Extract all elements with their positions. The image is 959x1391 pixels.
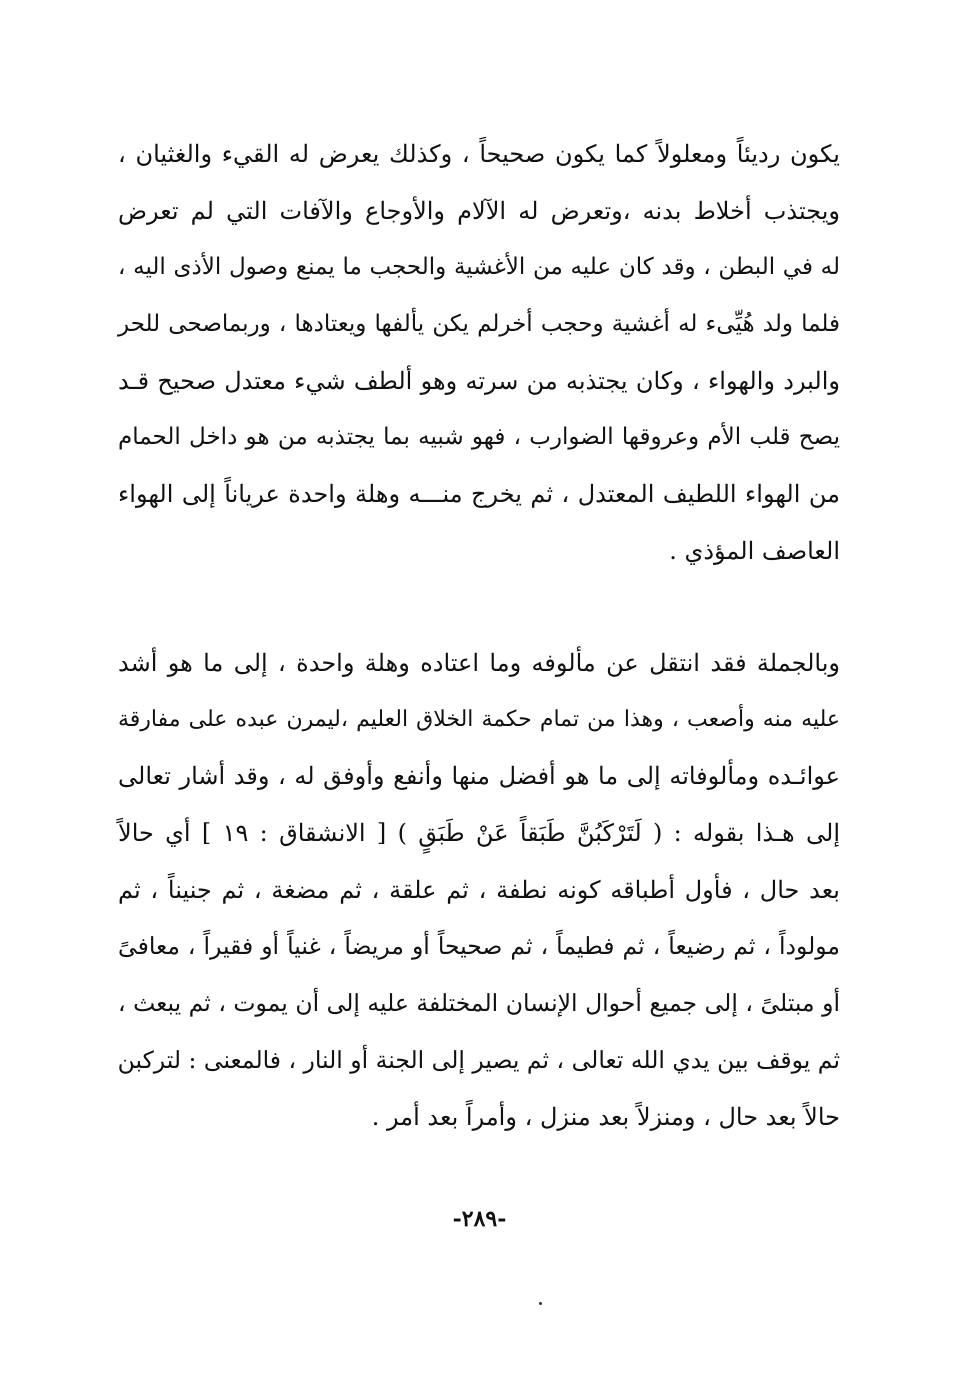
text-line: وبالجملة فقد انتقل عن مألوفه وما اعتاده وهلة واحدة ، إلى ما هو أشد bbox=[118, 649, 841, 677]
paragraph-2 bbox=[118, 635, 840, 1145]
text-line: مولوداً ، ثم رضيعاً ، ثم فطيماً ، ثم صحيحاً أو مريضاً ، غنياً أو فقيراً ، معافىً bbox=[118, 932, 840, 961]
text-line: حالاً بعد حال ، ومنزلاً بعد منزل ، وأمراً بعد أمر . bbox=[371, 1102, 840, 1131]
text-line: فلما ولد هُيِّىء له أغشية وحجب أخرلم يكن يألفها ويعتادها ، وربماصحى للحر bbox=[118, 311, 840, 338]
text-line: له في البطن ، وقد كان عليه من الأغشية والحجب ما يمنع وصول الأذى اليه ، bbox=[118, 254, 840, 281]
text-line: عليه منه وأصعب ، وهذا من تمام حكمة الخلاق العليم ،ليمرن عبده على مفارقة bbox=[118, 706, 840, 732]
text-line: والبرد والهواء ، وكان يجتذبه من سرته وهو ألطف شيء معتدل صحيح قـد bbox=[118, 366, 840, 395]
scan-speck bbox=[539, 1302, 542, 1305]
text-line: بعد حال ، فأول أطباقه كونه نطفة ، ثم علقة ، ثم مضغة ، ثم جنيناً ، ثم bbox=[118, 875, 840, 904]
text-line: يصح قلب الأم وعروقها الضوارب ، فهو شبيه بما يجتذبه من هو داخل الحمام bbox=[118, 424, 840, 451]
paragraph-1 bbox=[118, 126, 840, 580]
text-line: عوائـده ومألوفاته إلى ما هو أفضل منها وأنفع وأوفق له ، وقد أشار تعالى bbox=[118, 762, 840, 791]
text-line: ثم يوقف بين يدي الله تعالى ، ثم يصير إلى الجنة أو النار ، فالمعنى : لتركبن bbox=[117, 1045, 840, 1074]
text-line: ويجتذب أخلاط بدنه ،وتعرض له الآلام والأوجاع والآفات التي لم تعرض bbox=[118, 196, 840, 225]
text-line: إلى هـذا بقوله : ( لَتَرْكَبُنَّ طَبَقاً عَنْ طَبَقٍ ) [ الانشقاق : ١٩ ] أي حالاً bbox=[118, 819, 840, 848]
text-line: يكون رديئاً ومعلولاً كما يكون صحيحاً ، وكذلك يعرض له القيء والغثيان ، bbox=[118, 140, 840, 168]
text-line: أو مبتلىً ، إلى جميع أحوال الإنسان المختلفة عليه إلى أن يموت ، ثم يبعث ، bbox=[118, 989, 840, 1018]
text-line: من الهواء اللطيف المعتدل ، ثم يخرج منـــه وهلة واحدة عرياناً إلى الهواء bbox=[118, 480, 840, 509]
text-line: العاصف المؤذي . bbox=[669, 536, 840, 565]
page-number: -٢٨٩- bbox=[452, 1206, 507, 1232]
